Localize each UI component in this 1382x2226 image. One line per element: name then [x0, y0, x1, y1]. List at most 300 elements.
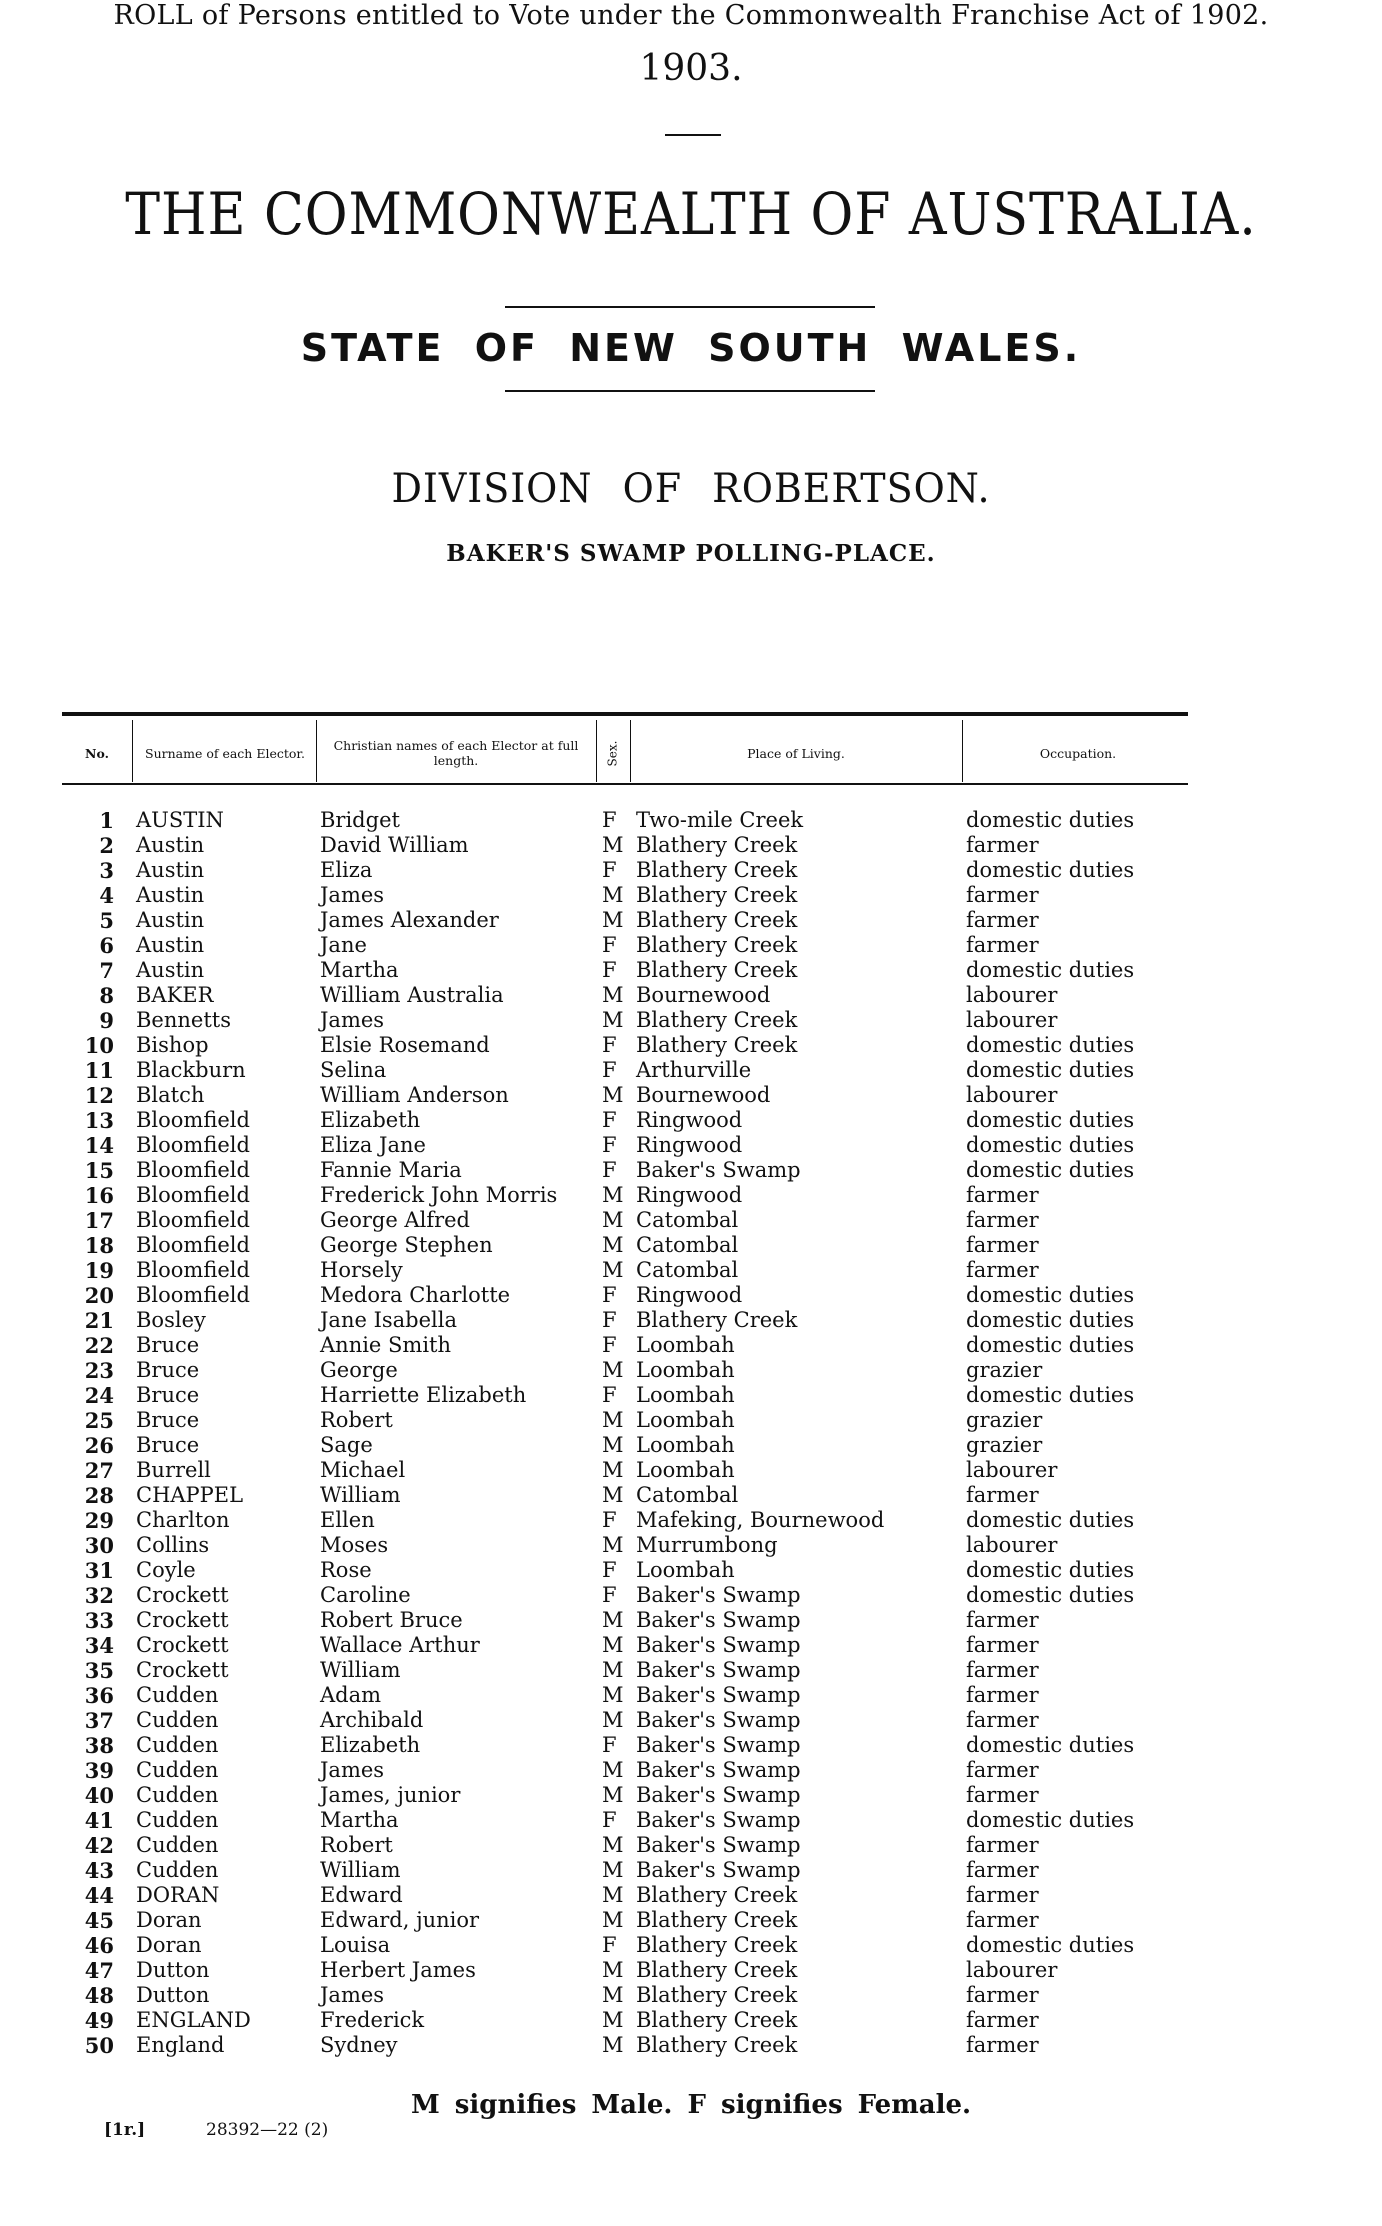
elector-sex: M: [602, 1183, 624, 1207]
elector-number: 49: [84, 2008, 114, 2033]
elector-place: Ringwood: [636, 1133, 743, 1157]
elector-sex: M: [602, 1683, 624, 1707]
table-row: [0, 1558, 1382, 1583]
elector-sex: M: [602, 1258, 624, 1282]
elector-number: 21: [84, 1308, 114, 1333]
table-row: [0, 1058, 1382, 1083]
elector-surname: Bloomfield: [136, 1283, 250, 1307]
table-row: [0, 1233, 1382, 1258]
elector-surname: Crockett: [136, 1658, 229, 1682]
elector-sex: M: [602, 1233, 624, 1257]
elector-number: 43: [84, 1858, 114, 1883]
elector-occupation: farmer: [966, 1658, 1039, 1682]
elector-sex: M: [602, 2033, 624, 2057]
elector-number: 11: [84, 1058, 114, 1083]
elector-place: Baker's Swamp: [636, 1733, 801, 1757]
elector-christian-names: Caroline: [320, 1583, 411, 1607]
table-row: [0, 1133, 1382, 1158]
elector-sex: M: [602, 833, 624, 857]
divider: [505, 306, 875, 308]
elector-sex: F: [602, 958, 617, 982]
elector-place: Baker's Swamp: [636, 1658, 801, 1682]
column-header-surname: Surname of each Elector.: [145, 745, 305, 761]
table-row: [0, 1433, 1382, 1458]
divider: [505, 390, 875, 392]
elector-number: 48: [84, 1983, 114, 2008]
elector-christian-names: Frederick John Morris: [320, 1183, 558, 1207]
table-row: [0, 1283, 1382, 1308]
table-row: [0, 883, 1382, 908]
elector-surname: Austin: [136, 933, 205, 957]
table-row: [0, 1183, 1382, 1208]
elector-christian-names: Louisa: [320, 1933, 391, 1957]
table-row: [0, 1733, 1382, 1758]
elector-place: Bournewood: [636, 983, 771, 1007]
elector-place: Baker's Swamp: [636, 1758, 801, 1782]
state-title: STATE OF NEW SOUTH WALES.: [300, 326, 1082, 370]
elector-christian-names: James: [320, 1983, 385, 2007]
elector-sex: F: [602, 1108, 617, 1132]
table-row: [0, 983, 1382, 1008]
elector-number: 37: [84, 1708, 114, 1733]
table-row: [0, 1408, 1382, 1433]
elector-occupation: farmer: [966, 2033, 1039, 2057]
table-row: [0, 1833, 1382, 1858]
elector-sex: F: [602, 808, 617, 832]
elector-number: 46: [84, 1933, 114, 1958]
elector-surname: Bloomfield: [136, 1233, 250, 1257]
elector-surname: Doran: [136, 1933, 202, 1957]
elector-place: Bournewood: [636, 1083, 771, 1107]
elector-place: Blathery Creek: [636, 2008, 798, 2032]
elector-number: 19: [84, 1258, 114, 1283]
elector-occupation: grazier: [966, 1408, 1043, 1432]
elector-number: 1: [99, 808, 114, 833]
elector-christian-names: George Stephen: [320, 1233, 493, 1257]
elector-sex: F: [602, 858, 617, 882]
elector-christian-names: William Australia: [320, 983, 504, 1007]
elector-surname: BAKER: [136, 983, 214, 1007]
elector-christian-names: Selina: [320, 1058, 387, 1082]
elector-occupation: farmer: [966, 1233, 1039, 1257]
elector-place: Blathery Creek: [636, 2033, 798, 2057]
elector-christian-names: Eliza Jane: [320, 1133, 426, 1157]
column-divider: [316, 720, 317, 782]
elector-christian-names: Michael: [320, 1458, 406, 1482]
elector-christian-names: Annie Smith: [320, 1333, 452, 1357]
elector-surname: Bosley: [136, 1308, 206, 1332]
elector-occupation: domestic duties: [966, 1308, 1135, 1332]
elector-occupation: domestic duties: [966, 1933, 1135, 1957]
elector-christian-names: George: [320, 1358, 398, 1382]
table-row: [0, 1258, 1382, 1283]
elector-christian-names: Elizabeth: [320, 1733, 421, 1757]
elector-christian-names: James, junior: [320, 1783, 461, 1807]
elector-number: 36: [84, 1683, 114, 1708]
table-row: [0, 1158, 1382, 1183]
elector-surname: Burrell: [136, 1458, 211, 1482]
elector-christian-names: William: [320, 1483, 401, 1507]
elector-sex: M: [602, 1408, 624, 1432]
elector-number: 33: [84, 1608, 114, 1633]
elector-christian-names: James: [320, 1008, 385, 1032]
elector-occupation: domestic duties: [966, 1383, 1135, 1407]
elector-occupation: farmer: [966, 1483, 1039, 1507]
elector-christian-names: Edward: [320, 1883, 403, 1907]
elector-occupation: domestic duties: [966, 808, 1135, 832]
elector-place: Baker's Swamp: [636, 1683, 801, 1707]
elector-surname: Cudden: [136, 1683, 219, 1707]
elector-surname: Bruce: [136, 1358, 200, 1382]
elector-occupation: grazier: [966, 1358, 1043, 1382]
elector-number: 24: [84, 1383, 114, 1408]
elector-place: Ringwood: [636, 1283, 743, 1307]
elector-sex: F: [602, 1308, 617, 1332]
elector-surname: Bloomfield: [136, 1108, 250, 1132]
print-code: 28392—22 (2): [206, 2120, 329, 2140]
elector-occupation: labourer: [966, 1958, 1058, 1982]
elector-occupation: domestic duties: [966, 1558, 1135, 1582]
elector-surname: Bruce: [136, 1408, 200, 1432]
table-row: [0, 1683, 1382, 1708]
elector-sex: M: [602, 883, 624, 907]
elector-sex: M: [602, 1083, 624, 1107]
elector-sex: M: [602, 1633, 624, 1657]
elector-occupation: labourer: [966, 983, 1058, 1007]
elector-surname: Austin: [136, 883, 205, 907]
elector-occupation: domestic duties: [966, 1733, 1135, 1757]
elector-sex: M: [602, 1858, 624, 1882]
elector-sex: F: [602, 933, 617, 957]
elector-christian-names: Jane: [320, 933, 367, 957]
elector-occupation: domestic duties: [966, 1508, 1135, 1532]
elector-occupation: domestic duties: [966, 1333, 1135, 1357]
table-row: [0, 1308, 1382, 1333]
elector-occupation: farmer: [966, 1883, 1039, 1907]
elector-number: 50: [84, 2033, 114, 2058]
table-row: [0, 1958, 1382, 1983]
elector-surname: Bennetts: [136, 1008, 231, 1032]
elector-number: 39: [84, 1758, 114, 1783]
elector-number: 35: [84, 1658, 114, 1683]
elector-sex: M: [602, 1883, 624, 1907]
elector-number: 10: [84, 1033, 114, 1058]
roll-title: ROLL of Persons entitled to Vote under the Commonwealth Franchise Act of 1902.: [113, 0, 1269, 31]
elector-number: 40: [84, 1783, 114, 1808]
elector-surname: Dutton: [136, 1958, 210, 1982]
elector-occupation: domestic duties: [966, 1808, 1135, 1832]
elector-christian-names: Elizabeth: [320, 1108, 421, 1132]
elector-surname: Bruce: [136, 1383, 200, 1407]
elector-sex: F: [602, 1333, 617, 1357]
elector-christian-names: Adam: [320, 1683, 382, 1707]
elector-number: 23: [84, 1358, 114, 1383]
elector-number: 14: [84, 1133, 114, 1158]
table-row: [0, 908, 1382, 933]
elector-surname: Dutton: [136, 1983, 210, 2007]
elector-surname: Coyle: [136, 1558, 196, 1582]
elector-occupation: labourer: [966, 1008, 1058, 1032]
table-row: [0, 1583, 1382, 1608]
elector-occupation: labourer: [966, 1083, 1058, 1107]
elector-place: Loombah: [636, 1333, 735, 1357]
elector-surname: Bruce: [136, 1433, 200, 1457]
elector-list: [0, 808, 1382, 2058]
elector-occupation: domestic duties: [966, 1058, 1135, 1082]
elector-place: Blathery Creek: [636, 1008, 798, 1032]
elector-sex: M: [602, 1608, 624, 1632]
elector-christian-names: Sage: [320, 1433, 373, 1457]
elector-sex: F: [602, 1808, 617, 1832]
elector-place: Blathery Creek: [636, 858, 798, 882]
elector-christian-names: James: [320, 883, 385, 907]
elector-christian-names: Elsie Rosemand: [320, 1033, 490, 1057]
elector-surname: Blatch: [136, 1083, 205, 1107]
elector-place: Loombah: [636, 1408, 735, 1432]
elector-place: Catombal: [636, 1233, 739, 1257]
elector-place: Baker's Swamp: [636, 1783, 801, 1807]
table-row: [0, 958, 1382, 983]
elector-occupation: domestic duties: [966, 1283, 1135, 1307]
elector-surname: Bruce: [136, 1333, 200, 1357]
elector-surname: Charlton: [136, 1508, 230, 1532]
sex-legend: M signifies Male. F signifies Female.: [410, 2090, 972, 2120]
elector-place: Ringwood: [636, 1183, 743, 1207]
column-header-place: Place of Living.: [747, 745, 845, 761]
elector-number: 22: [84, 1333, 114, 1358]
column-divider: [132, 720, 133, 782]
elector-place: Catombal: [636, 1483, 739, 1507]
elector-surname: Bishop: [136, 1033, 209, 1057]
elector-place: Arthurville: [636, 1058, 752, 1082]
elector-sex: M: [602, 1833, 624, 1857]
elector-number: 45: [84, 1908, 114, 1933]
elector-number: 13: [84, 1108, 114, 1133]
elector-christian-names: Sydney: [320, 2033, 398, 2057]
elector-sex: F: [602, 1933, 617, 1957]
column-divider: [596, 720, 597, 782]
elector-occupation: farmer: [966, 1758, 1039, 1782]
table-row: [0, 1083, 1382, 1108]
elector-surname: Crockett: [136, 1583, 229, 1607]
elector-sex: F: [602, 1058, 617, 1082]
elector-place: Blathery Creek: [636, 1983, 798, 2007]
elector-christian-names: Eliza: [320, 858, 373, 882]
column-header-sex: Sex.: [605, 740, 620, 766]
elector-christian-names: Moses: [320, 1533, 389, 1557]
elector-number: 25: [84, 1408, 114, 1433]
elector-number: 42: [84, 1833, 114, 1858]
table-row: [0, 1783, 1382, 1808]
table-row: [0, 1983, 1382, 2008]
elector-occupation: domestic duties: [966, 1133, 1135, 1157]
elector-number: 18: [84, 1233, 114, 1258]
elector-occupation: farmer: [966, 1708, 1039, 1732]
elector-occupation: grazier: [966, 1433, 1043, 1457]
table-row: [0, 1633, 1382, 1658]
roll-year: 1903.: [639, 48, 743, 89]
elector-occupation: farmer: [966, 1683, 1039, 1707]
table-row: [0, 808, 1382, 833]
elector-christian-names: Martha: [320, 958, 399, 982]
elector-place: Blathery Creek: [636, 908, 798, 932]
country-title: THE COMMONWEALTH OF AUSTRALIA.: [125, 180, 1257, 248]
elector-number: 47: [84, 1958, 114, 1983]
column-divider: [962, 720, 963, 782]
elector-surname: Austin: [136, 858, 205, 882]
elector-occupation: farmer: [966, 1183, 1039, 1207]
elector-christian-names: Wallace Arthur: [320, 1633, 480, 1657]
elector-sex: M: [602, 1983, 624, 2007]
elector-sex: F: [602, 1583, 617, 1607]
elector-place: Baker's Swamp: [636, 1158, 801, 1182]
elector-number: 44: [84, 1883, 114, 1908]
elector-place: Two-mile Creek: [636, 808, 804, 832]
table-row: [0, 1533, 1382, 1558]
elector-occupation: domestic duties: [966, 858, 1135, 882]
elector-place: Murrumbong: [636, 1533, 778, 1557]
elector-sex: F: [602, 1033, 617, 1057]
elector-christian-names: Robert: [320, 1408, 393, 1432]
elector-number: 20: [84, 1283, 114, 1308]
elector-christian-names: William: [320, 1658, 401, 1682]
column-divider: [630, 720, 631, 782]
elector-surname: Cudden: [136, 1858, 219, 1882]
elector-occupation: farmer: [966, 883, 1039, 907]
elector-surname: CHAPPEL: [136, 1483, 244, 1507]
elector-number: 31: [84, 1558, 114, 1583]
elector-christian-names: Martha: [320, 1808, 399, 1832]
elector-christian-names: Herbert James: [320, 1958, 476, 1982]
column-header-sex-cell: [598, 726, 628, 780]
table-row: [0, 1808, 1382, 1833]
elector-christian-names: William: [320, 1858, 401, 1882]
elector-place: Blathery Creek: [636, 1883, 798, 1907]
elector-occupation: domestic duties: [966, 1033, 1135, 1057]
elector-surname: Cudden: [136, 1783, 219, 1807]
table-row: [0, 1358, 1382, 1383]
elector-place: Baker's Swamp: [636, 1833, 801, 1857]
elector-number: 27: [84, 1458, 114, 1483]
elector-surname: England: [136, 2033, 225, 2057]
elector-number: 5: [99, 908, 114, 933]
elector-surname: Austin: [136, 908, 205, 932]
elector-place: Loombah: [636, 1558, 735, 1582]
elector-occupation: farmer: [966, 833, 1039, 857]
elector-occupation: labourer: [966, 1533, 1058, 1557]
elector-christian-names: James Alexander: [320, 908, 499, 932]
elector-place: Baker's Swamp: [636, 1608, 801, 1632]
table-row: [0, 1758, 1382, 1783]
elector-occupation: farmer: [966, 1208, 1039, 1232]
table-row: [0, 1933, 1382, 1958]
elector-surname: Bloomfield: [136, 1133, 250, 1157]
elector-place: Baker's Swamp: [636, 1708, 801, 1732]
elector-number: 12: [84, 1083, 114, 1108]
elector-surname: Blackburn: [136, 1058, 246, 1082]
elector-sex: M: [602, 1758, 624, 1782]
elector-number: 26: [84, 1433, 114, 1458]
table-row: [0, 858, 1382, 883]
elector-sex: M: [602, 1708, 624, 1732]
table-row: [0, 1858, 1382, 1883]
table-row: [0, 1208, 1382, 1233]
elector-sex: M: [602, 1783, 624, 1807]
elector-christian-names: George Alfred: [320, 1208, 470, 1232]
elector-christian-names: Horsely: [320, 1258, 403, 1282]
elector-surname: Austin: [136, 833, 205, 857]
elector-surname: Collins: [136, 1533, 210, 1557]
elector-christian-names: Robert Bruce: [320, 1608, 463, 1632]
elector-number: 38: [84, 1733, 114, 1758]
table-row: [0, 1883, 1382, 1908]
elector-sex: M: [602, 1458, 624, 1482]
elector-place: Blathery Creek: [636, 833, 798, 857]
elector-surname: Bloomfield: [136, 1208, 250, 1232]
polling-place-title: BAKER'S SWAMP POLLING-PLACE.: [446, 540, 936, 567]
table-row: [0, 1383, 1382, 1408]
table-row: [0, 1908, 1382, 1933]
elector-number: 30: [84, 1533, 114, 1558]
elector-sex: M: [602, 908, 624, 932]
elector-christian-names: Harriette Elizabeth: [320, 1383, 527, 1407]
elector-place: Ringwood: [636, 1108, 743, 1132]
elector-christian-names: William Anderson: [320, 1083, 509, 1107]
elector-surname: Cudden: [136, 1733, 219, 1757]
elector-number: 28: [84, 1483, 114, 1508]
elector-surname: Bloomfield: [136, 1258, 250, 1282]
table-row: [0, 1108, 1382, 1133]
elector-sex: F: [602, 1558, 617, 1582]
elector-place: Blathery Creek: [636, 1933, 798, 1957]
elector-sex: M: [602, 1008, 624, 1032]
elector-occupation: farmer: [966, 1633, 1039, 1657]
elector-christian-names: Fannie Maria: [320, 1158, 462, 1182]
elector-occupation: farmer: [966, 1783, 1039, 1807]
elector-occupation: farmer: [966, 1608, 1039, 1632]
elector-sex: M: [602, 983, 624, 1007]
table-row: [0, 2033, 1382, 2058]
elector-sex: F: [602, 1733, 617, 1757]
elector-sex: M: [602, 1908, 624, 1932]
elector-place: Blathery Creek: [636, 958, 798, 982]
elector-surname: Doran: [136, 1908, 202, 1932]
elector-number: 17: [84, 1208, 114, 1233]
table-row: [0, 1008, 1382, 1033]
elector-number: 2: [99, 833, 114, 858]
elector-sex: F: [602, 1158, 617, 1182]
elector-surname: Bloomfield: [136, 1183, 250, 1207]
table-row: [0, 1608, 1382, 1633]
column-header-no: No.: [85, 745, 109, 761]
elector-place: Mafeking, Bournewood: [636, 1508, 885, 1532]
elector-christian-names: David William: [320, 833, 469, 857]
elector-sex: M: [602, 1658, 624, 1682]
elector-occupation: domestic duties: [966, 1158, 1135, 1182]
elector-place: Loombah: [636, 1458, 735, 1482]
elector-occupation: farmer: [966, 1908, 1039, 1932]
elector-number: 41: [84, 1808, 114, 1833]
elector-occupation: farmer: [966, 2008, 1039, 2032]
elector-sex: M: [602, 1533, 624, 1557]
column-header-occupation: Occupation.: [1039, 745, 1117, 761]
elector-surname: Cudden: [136, 1758, 219, 1782]
elector-surname: DORAN: [136, 1883, 220, 1907]
elector-surname: AUSTIN: [136, 808, 224, 832]
table-row: [0, 933, 1382, 958]
elector-place: Loombah: [636, 1358, 735, 1382]
elector-christian-names: Edward, junior: [320, 1908, 480, 1932]
